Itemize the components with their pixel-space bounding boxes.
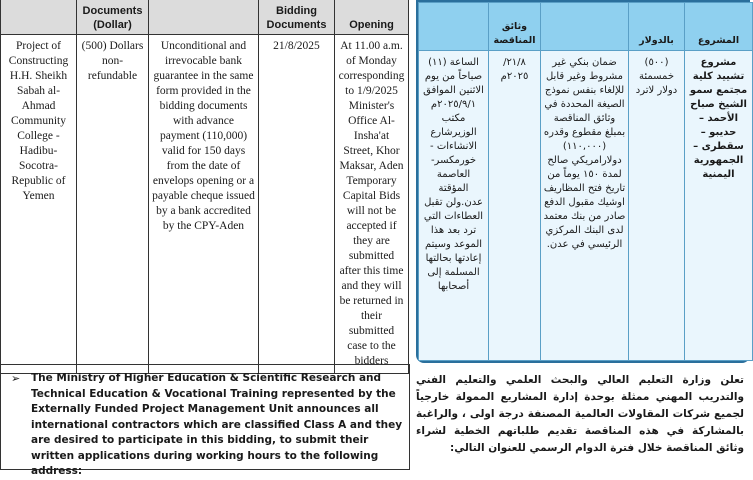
english-announcement-text: The Ministry of Higher Education & Scientific Research and Technical Education & Vocational Training represented by the Externally Funded Project Management Unit announces all international contractors which are classified Class A and they are desired to participate in this bidding, to submit their written applications during working hours to the following address: bbox=[31, 372, 403, 477]
english-announcement bbox=[0, 364, 410, 477]
ar-cell-project: مشروع تشييد كلية مجتمع سمو الشيخ صباح الأحمد – حديبو – سقطرى – الجمهورية اليمنية bbox=[685, 51, 753, 361]
ar-cell-guarantee: ضمان بنكي غير مشروط وغير قابل للإلغاء بنفس نموذج الصيغة المحددة في وثائق المناقصة بمبلغ مقطوع وقدره (١١٠,٠٠٠) دولارامريكي صالح لمدة ١٥٠ يوماً من تاريخ فتح المظاريف اوشيك مقبول الدفع صادر من بنك معتمد لدى البنك المركزي الرئيسي في عدن. bbox=[541, 51, 629, 361]
cell-date: 21/8/2025 bbox=[259, 35, 335, 374]
table-row bbox=[419, 51, 753, 361]
ar-cell-date: ٢١/٨/ ٢٠٢٥م bbox=[489, 51, 541, 361]
ar-header-guarantee bbox=[541, 3, 629, 51]
header-bidding-documents: Bidding Documents bbox=[259, 0, 335, 35]
english-tender-table bbox=[0, 0, 409, 374]
ar-header-opening bbox=[419, 3, 489, 51]
header-guarantee bbox=[149, 0, 259, 35]
cell-price: (500) Dollars non-refundable bbox=[77, 35, 149, 374]
arabic-tender-table bbox=[418, 2, 753, 361]
header-documents-price: Documents (Dollar) bbox=[77, 0, 149, 35]
arabic-announcement-text: تعلن وزارة التعليم العالي والبحث العلمي والتعليم الفني والتدريب المهني ممثلة بوحدة إدارة المشاريع الممولة خارجياً لجميع شركات المقاولات العالمية المصنفة درجة اولى ، والراغبة بالمشاركة في هذه المناقصة تقديم طلباتهم الخطية لشراء وثائق المناقصة خلال فترة الدوام الرسمي للعنوان التالي: bbox=[416, 374, 744, 454]
arrow-bullet-icon: ➢ bbox=[11, 372, 21, 385]
header-project bbox=[1, 0, 77, 35]
ar-header-price: بالدولار bbox=[629, 3, 685, 51]
ar-cell-opening: الساعة (١١) صباحاً من يوم الاثنين الموافق ٢٠٢٥/٩/١م مكتب الوزيرشارع الانشاءات - خورمكسر- العاصمة المؤقتة عدن.ولن تقبل العطاءات التي ترد بعد هذا الموعد وسيتم إعادتها بحالتها المسلمة إلى أصحابها bbox=[419, 51, 489, 361]
arabic-announcement bbox=[414, 368, 750, 470]
ar-cell-price: (٥٠٠) خمسمئة دولار لاترد bbox=[629, 51, 685, 361]
english-header-row bbox=[1, 0, 409, 35]
table-row bbox=[1, 35, 409, 374]
ar-header-project: المشروع bbox=[685, 3, 753, 51]
cell-project: Project of Constructing H.H. Sheikh Sabah al-Ahmad Community College - Hadibu-Socotra-Republic of Yemen bbox=[1, 35, 77, 374]
arabic-header-row bbox=[419, 3, 753, 51]
arabic-table-frame bbox=[416, 0, 750, 363]
cell-opening: At 11.00 a.m. of Monday corresponding to 1/9/2025 Minister's Office Al-Insha'at Street, Khor Maksar, Aden Temporary Capital Bids will not be accepted if they are submitted after this time and they will be returned in their submitted case to the bidders bbox=[335, 35, 409, 374]
header-opening: Opening bbox=[335, 0, 409, 35]
cell-guarantee: Unconditional and irrevocable bank guarantee in the same form provided in the bidding documents with advance payment (110,000) valid for 150 days from the date of envelops opening or a payable cheque issued by a bank accredited by the CPY-Aden bbox=[149, 35, 259, 374]
ar-header-bidding-documents: وثائق المناقصة bbox=[489, 3, 541, 51]
